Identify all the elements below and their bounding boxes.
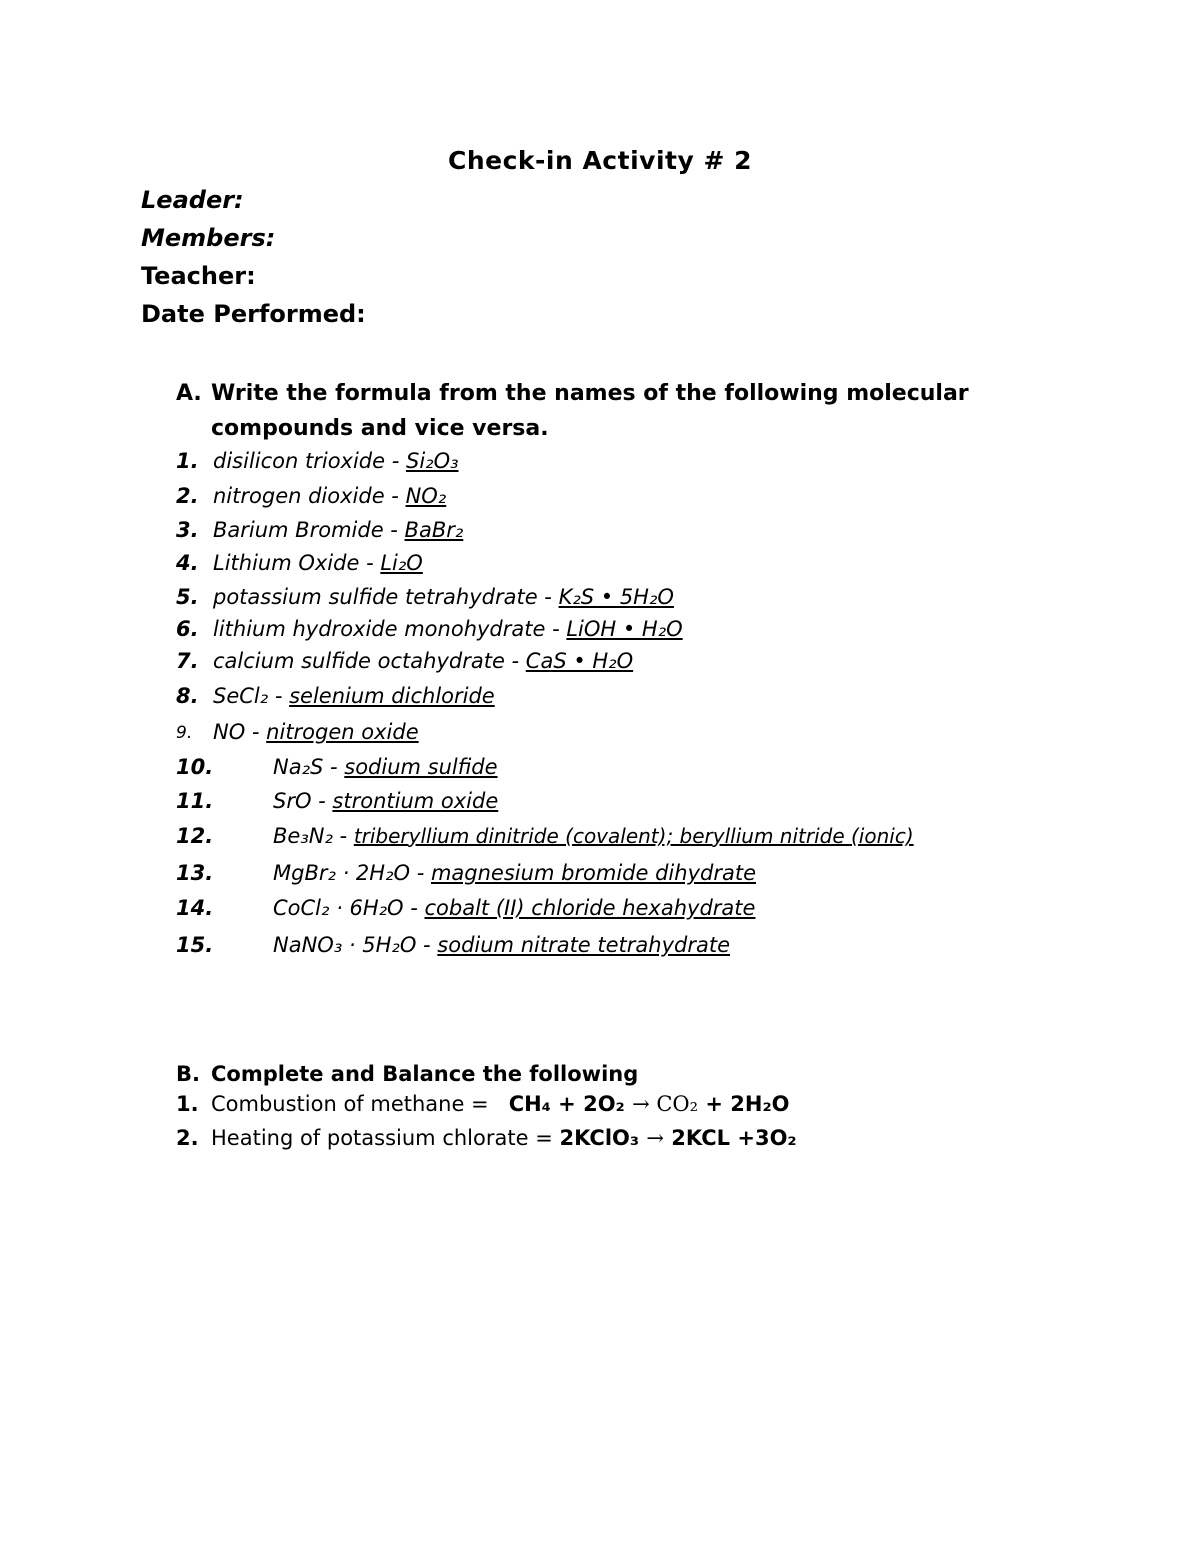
- teacher-label: Teacher:: [141, 262, 256, 290]
- item-question: NO -: [213, 720, 267, 744]
- equation-number: 2.: [176, 1126, 199, 1150]
- item-number: 13.: [176, 861, 214, 885]
- item-question: NaNO₃ · 5H₂O -: [273, 933, 438, 957]
- equation-products: + 2H₂O: [698, 1092, 790, 1116]
- item-number: 9.: [176, 723, 193, 743]
- item-answer: LiOH • H₂O: [566, 617, 683, 641]
- item-number: 14.: [176, 896, 214, 920]
- reaction-arrow: →: [632, 1092, 650, 1116]
- item-answer: Li₂O: [380, 551, 423, 575]
- item-question: potassium sulfide tetrahydrate -: [213, 585, 559, 609]
- item-number: 4.: [176, 551, 199, 575]
- item-number: 11.: [176, 789, 214, 813]
- item-question: lithium hydroxide monohydrate -: [213, 617, 567, 641]
- item-number: 2.: [176, 484, 199, 508]
- item-number: 5.: [176, 585, 199, 609]
- item-answer: BaBr₂: [404, 518, 464, 542]
- item-answer: selenium dichloride: [289, 684, 495, 708]
- item-number: 6.: [176, 617, 199, 641]
- item-question: CoCl₂ · 6H₂O -: [273, 896, 425, 920]
- section-a-instruction-line1: Write the formula from the names of the following molecular: [211, 381, 969, 406]
- reaction-arrow: →: [646, 1126, 664, 1150]
- equation-reactants: CH₄ + 2O₂: [508, 1092, 633, 1116]
- item-question: nitrogen dioxide -: [213, 484, 406, 508]
- item-number: 10.: [176, 755, 214, 779]
- equation-products: 2KCL +3O₂: [664, 1126, 797, 1150]
- item-number: 15.: [176, 933, 214, 957]
- item-number: 1.: [176, 449, 199, 473]
- section-a-letter: A.: [176, 381, 202, 406]
- section-a-instruction-line2: compounds and vice versa.: [211, 416, 549, 441]
- item-question: calcium sulfide octahydrate -: [213, 649, 526, 673]
- item-answer: cobalt (II) chloride hexahydrate: [424, 896, 756, 920]
- item-number: 7.: [176, 649, 199, 673]
- item-question: SeCl₂ -: [213, 684, 290, 708]
- equation-reactants: 2KClO₃: [559, 1126, 647, 1150]
- leader-label: Leader:: [141, 186, 244, 214]
- item-question: MgBr₂ · 2H₂O -: [273, 861, 431, 885]
- item-question: disilicon trioxide -: [213, 449, 406, 473]
- equation-number: 1.: [176, 1092, 199, 1116]
- item-question: Na₂S -: [273, 755, 345, 779]
- item-answer: triberyllium dinitride (covalent); beryllium nitride (ionic): [353, 824, 914, 848]
- item-number: 8.: [176, 684, 199, 708]
- item-answer: K₂S • 5H₂O: [558, 585, 674, 609]
- item-answer: magnesium bromide dihydrate: [430, 861, 756, 885]
- item-answer: CaS • H₂O: [525, 649, 634, 673]
- members-label: Members:: [141, 224, 276, 252]
- item-question: Be₃N₂ -: [273, 824, 354, 848]
- section-b-letter: B.: [176, 1062, 200, 1086]
- item-question: Lithium Oxide -: [213, 551, 381, 575]
- item-answer: strontium oxide: [332, 789, 499, 813]
- item-question: Barium Bromide -: [213, 518, 405, 542]
- item-answer: sodium nitrate tetrahydrate: [437, 933, 731, 957]
- item-number: 12.: [176, 824, 214, 848]
- item-answer: nitrogen oxide: [266, 720, 419, 744]
- equation-label: Combustion of methane =: [211, 1092, 509, 1116]
- item-question: SrO -: [273, 789, 333, 813]
- item-number: 3.: [176, 518, 199, 542]
- item-answer: sodium sulfide: [344, 755, 498, 779]
- equation-label: Heating of potassium chlorate =: [211, 1126, 560, 1150]
- section-b-instruction: Complete and Balance the following: [211, 1062, 639, 1086]
- equation-product-co2: CO₂: [649, 1092, 699, 1116]
- item-answer: Si₂O₃: [405, 449, 459, 473]
- item-answer: NO₂: [405, 484, 447, 508]
- date-performed-label: Date Performed:: [141, 300, 366, 328]
- page-title: Check-in Activity # 2: [447, 146, 753, 175]
